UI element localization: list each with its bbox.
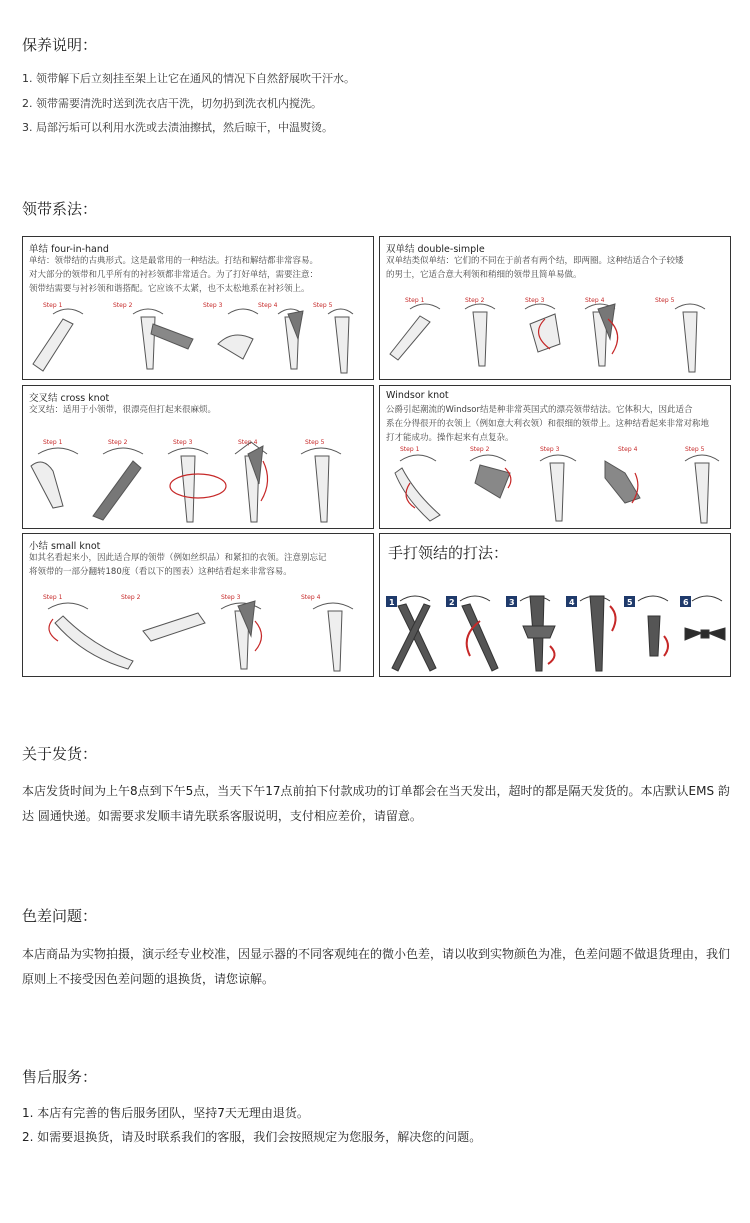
step-illustrations [380, 294, 730, 379]
bow-tie-icon [648, 616, 660, 656]
desc-line: 双单结类似单结：它们的不同在于前者有两个结，即两圈。这种结适合个子较矮 [386, 256, 684, 266]
care-item: 2. 领带需要清洗时送到洗衣店干洗，切勿扔到洗衣机内搅洗。 [22, 96, 322, 110]
knot-desc [29, 403, 216, 417]
tie-icon [31, 462, 63, 508]
desc-line: 交叉结：适用于小领带，很漂亮但打起来很麻烦。 [29, 405, 217, 415]
bow-tie-title: 手打领结的打法： [388, 544, 509, 562]
step-number: 6 [683, 598, 689, 607]
color-title: 色差问题： [22, 907, 98, 925]
knots-title: 领带系法： [22, 200, 98, 218]
step-label: Step 2 [108, 439, 128, 446]
after-sales-item: 2. 如需要退换货，请及时联系我们的客服，我们会按照规定为您服务，解决您的问题。 [22, 1130, 482, 1144]
step-label: Step 3 [203, 302, 223, 309]
shipping-text: 本店发货时间为上午8点到下午5点，当天下午17点前拍下付款成功的订单都会在当天发出，超时的都是隔天发货的。本店默认EMS 韵达 圆通快递。如需要求发顺丰请先联系客服说明，支付相应差价，请留意。 [22, 784, 730, 823]
tie-icon [550, 463, 564, 521]
tie-icon [93, 461, 141, 520]
bow-tie-icon [708, 628, 725, 640]
care-item: 1. 领带解下后立刻挂至架上让它在通风的情况下自然舒展吹干汗水。 [22, 72, 355, 85]
tie-icon [151, 324, 193, 349]
knot-desc [29, 254, 318, 296]
desc-line: 公爵引起潮流的Windsor结是种非常英国式的漂亮领带结法。它体积大，因此适合 [386, 405, 693, 415]
knot-panel-cross-knot [22, 385, 374, 529]
knot-title: 交叉结 cross knot [29, 393, 110, 404]
step-illustrations [380, 443, 730, 528]
tie-icon [473, 312, 487, 366]
tie-icon [683, 312, 697, 372]
shipping-title: 关于发货： [22, 745, 98, 763]
knot-title: 小结 small knot [29, 541, 101, 552]
step-label: Step 2 [465, 297, 485, 304]
bow-tie-icon [590, 596, 604, 671]
step-label: Step 5 [305, 439, 325, 446]
step-label: Step 2 [121, 594, 141, 601]
arrow-icon [261, 461, 268, 501]
step-label: Step 4 [585, 297, 605, 304]
arrow-icon [548, 646, 555, 664]
step-illustrations [23, 299, 373, 379]
step-label: Step 1 [400, 446, 420, 453]
step-label: Step 4 [618, 446, 638, 453]
desc-line: 打才能成功。操作起来有点复杂。 [386, 433, 514, 443]
after-sales-item: 1. 本店有完善的售后服务团队，坚持7天无理由退货。 [22, 1106, 309, 1120]
after-sales-title: 售后服务： [22, 1068, 98, 1086]
tie-icon [695, 463, 709, 523]
tie-icon [55, 616, 133, 669]
step-label: Step 1 [43, 439, 63, 446]
step-label: Step 5 [313, 302, 333, 309]
step-label: Step 2 [113, 302, 133, 309]
step-number: 4 [569, 598, 575, 607]
step-illustrations [23, 591, 373, 676]
knot-title: 双单结 double-simple [386, 244, 485, 255]
step-number: 1 [389, 598, 395, 607]
bow-tie-icon [523, 626, 555, 638]
bow-tie-icon [398, 604, 436, 671]
step-label: Step 3 [540, 446, 560, 453]
step-label: Step 5 [655, 297, 675, 304]
desc-line: 的男士，它适合意大利领和稍细的领带且简单易做。 [386, 270, 582, 280]
knot-title: 单结 four-in-hand [29, 244, 109, 255]
step-label: Step 4 [301, 594, 321, 601]
tie-icon [143, 613, 205, 641]
step-label: Step 4 [238, 439, 258, 446]
step-label: Step 1 [43, 594, 63, 601]
step-illustrations [23, 436, 373, 528]
arrow-icon [664, 636, 668, 656]
knot-desc [29, 551, 327, 579]
arrow-icon [610, 606, 616, 631]
tie-icon [315, 456, 329, 522]
knot-panel-windsor [379, 385, 731, 529]
step-label: Step 3 [525, 297, 545, 304]
tie-icon [181, 456, 195, 522]
step-label: Step 5 [685, 446, 705, 453]
care-item: 3. 局部污垢可以利用水洗或去渍油擦拭，然后晾干，中温熨烫。 [22, 121, 333, 134]
step-label: Step 3 [221, 594, 241, 601]
knot-panel-four-in-hand [22, 236, 374, 380]
step-label: Step 1 [43, 302, 63, 309]
desc-line: 如其名看起来小，因此适合厚的领带（例如丝织品）和紧扣的衣领。注意别忘记 [29, 553, 327, 563]
desc-line: 将领带的一部分翻转180度（看以下的图表）这种结看起来非常容易。 [29, 567, 292, 577]
knot-panel-bow-tie [379, 533, 731, 677]
arrow-icon [255, 621, 262, 651]
step-number: 2 [449, 598, 455, 607]
bow-tie-icon [685, 628, 702, 640]
knot-panel-double-simple [379, 236, 731, 380]
bow-tie-illustrations [380, 576, 730, 676]
step-label: Step 4 [258, 302, 278, 309]
care-list [22, 67, 355, 141]
step-number: 5 [627, 598, 633, 607]
knot-desc [386, 403, 709, 445]
bow-tie-icon [701, 630, 709, 638]
care-title: 保养说明： [22, 36, 98, 54]
step-label: Step 3 [173, 439, 193, 446]
desc-line: 系在分得很开的衣领上（例如意大利衣领）和很细的领带上。这种结看起来非常对称地 [386, 419, 710, 429]
tie-icon [335, 317, 349, 373]
tie-icon [475, 465, 510, 498]
step-number: 3 [509, 598, 515, 607]
after-sales-list [22, 1101, 481, 1149]
tie-icon [390, 316, 430, 360]
step-label: Step 2 [470, 446, 490, 453]
tie-icon [328, 611, 342, 671]
knot-panel-small-knot [22, 533, 374, 677]
tie-icon [33, 319, 73, 371]
desc-line: 单结：领带结的古典形式。这是最常用的一种结法。打结和解结都非常容易。 [29, 256, 319, 266]
step-label: Step 1 [405, 297, 425, 304]
tie-icon [605, 461, 640, 503]
loop-arrow-icon [170, 474, 226, 498]
knot-desc [386, 254, 684, 282]
tie-icon [395, 468, 440, 521]
desc-line: 对大部分的领带和几乎所有的衬衫领都非常适合。为了打好单结，需要注意： [29, 270, 319, 280]
color-text: 本店商品为实物拍摄，演示经专业校准，因显示器的不同客观纯在的微小色差，请以收到实物颜色为准，色差问题不做退货理由，我们原则上不接受因色差问题的退换货，请您谅解。 [22, 947, 731, 986]
knot-title: Windsor knot [386, 390, 449, 401]
tie-icon [218, 335, 253, 359]
desc-line: 领带结需要与衬衫领和谐搭配。它应该不太紧，也不太松地系在衬衫领上。 [29, 284, 310, 294]
